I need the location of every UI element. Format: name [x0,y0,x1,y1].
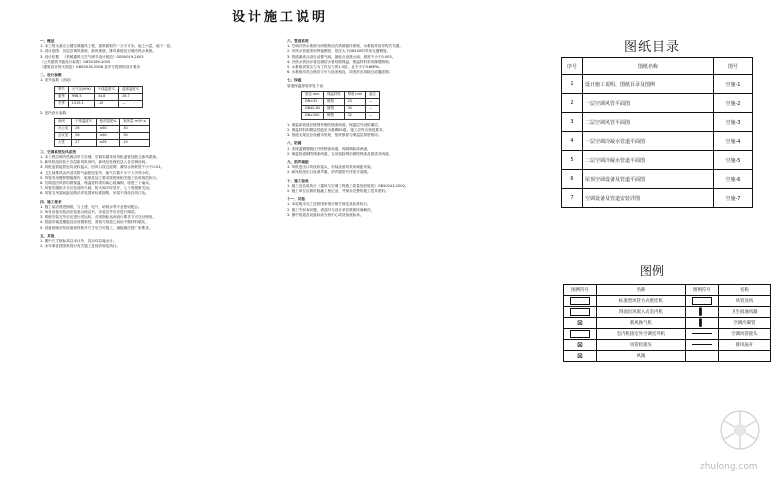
index-row [562,189,753,208]
index-drawing-name: 空调设备及管道安装详图 [583,189,714,208]
spec-line: 4. 管道穿墙及楼板处应设钢套管，套管与管道之间用不燃材料填实。 [40,220,149,225]
table-cell: 干球温度℃ [94,86,118,93]
table-cell: — [119,100,143,107]
legend-name [718,351,770,362]
table-row [55,125,150,132]
bar-symbol-icon: ▌ [699,318,705,327]
index-drawing-code: 空施-1 [714,75,753,94]
table-row [302,112,380,119]
table-cell: DN≤32 [302,98,324,105]
legend-table [563,284,771,362]
table-cell: 大气压(hPa) [68,86,94,93]
unit-symbol-icon [570,297,590,305]
outdoor-params-table [54,86,143,108]
spec-line: 6. 水系统冲洗合格后方可与设备相连，冲洗时应拆除过滤器滤网。 [287,70,393,75]
table-cell: 会议室 [55,132,72,139]
table-cell: 夏季 [55,93,69,100]
spec-heading: 十、施工验收 [287,178,309,183]
cross-symbol-icon: ⊠ [577,340,583,349]
legend-name: 标准型风管方式壁挂机 [597,296,686,307]
spec-line: 2. 保温材料的燃烧性能应为难燃B1级，施工应符合规范要求。 [287,128,387,133]
index-row [562,94,753,113]
legend-name: 四面出风嵌入式室内机 [597,307,686,318]
index-row [562,151,753,170]
table-row [55,132,150,139]
table-cell: 房间 [55,118,72,125]
legend-symbol [685,307,718,318]
legend-symbol [564,307,597,318]
legend-header-cell: 图例符号 [685,285,718,296]
spec-line: 2. 未尽事宜按国家现行有关施工及验收规范执行。 [40,244,121,249]
legend-name: 风阀 [597,351,686,362]
spec-line: 5. 水系统试验压力为工作压力的1.5倍，且不小于0.6MPa。 [287,65,383,70]
table-cell: 26 [72,125,96,132]
table-cell: 30 [344,105,365,112]
spec-line: 2. 施工单位应做好隐蔽工程记录，并保存完整的施工技术资料。 [287,189,389,194]
index-drawing-name: 一层空调冷凝水管道平面图 [583,132,714,151]
table-cell: 32 [344,112,365,119]
spec-line: 1. 室外参数（济南）： [40,78,77,83]
legend-name: 空调冷凝管 [718,318,770,329]
table-row [55,100,143,107]
indoor-params-table [54,118,150,147]
spec-heading: 六、管道系统 [287,39,309,43]
spec-heading: 八、防腐 [287,141,302,146]
watermark-text: zhulong.com [700,462,758,472]
spec-line: 3. 管道最高点设自动排气阀，最低点设泄水阀，坡度不小于0.003。 [287,54,396,59]
table-cell: ≤65 [96,139,120,146]
table-cell: 1019.1 [68,100,94,107]
table-row [302,91,380,98]
index-number: 5 [562,151,583,170]
legend-header-cell: 图例符号 [564,285,597,296]
legend-name: 卫生间通风器 [718,307,770,318]
spec-heading: 十一、其他 [287,197,305,202]
spec-line: 3. 图中管道及设备标高为管中心或设备底标高。 [287,212,364,217]
table-cell: 新风量 m³/h·p [120,118,149,125]
legend-name: 室内机接室外空调室外机 [597,329,686,340]
table-cell: 26.7 [119,93,143,100]
legend-symbol [685,318,718,329]
legend-name: 空调风管接头 [718,329,770,340]
index-drawing-code: 空施-3 [714,113,753,132]
spec-line: 2. 新风机组出口设消声器，消声器型号详见平面图。 [287,170,371,175]
table-cell: 湿球温度℃ [119,86,143,93]
spec-line: 1. 风机进出口均设软接头，吊装设备均采用减振吊架。 [287,165,375,170]
spec-line: 4. 冷热水供回水管及凝结水管均做保温，保温材料采用橡塑海绵。 [287,59,393,64]
index-row [562,75,753,94]
index-drawing-name: 一层空调风管平面图 [583,94,714,113]
table-cell: 干球温度℃ [72,118,96,125]
table-cell: 橡塑 [324,98,345,105]
spec-line: 2. 保温管道刷防锈漆两道，支吊架除锈后刷防锈漆及面漆各两道。 [287,151,393,156]
table-row [302,105,380,112]
spec-line: 3. 系统安装完毕后应进行试运转，各项指标达到设计要求方可交付使用。 [40,215,156,220]
bar-symbol-icon: ▌ [699,307,705,316]
spec-line: 2. 设计范围：各层空调风系统、新风系统、排风系统及空调冷热水系统。 [40,49,156,54]
spec-line: 2. 室内设计参数： [40,110,70,115]
cross-symbol-icon: ⊠ [577,351,583,360]
spec-column-2 [287,36,505,218]
spec-line: 1. 施工前应熟悉图纸，与土建、电气、给排水等专业密切配合。 [40,204,142,209]
table-cell: 冬季 [55,100,69,107]
index-number: 4 [562,132,583,151]
unit-symbol-icon [570,308,590,316]
index-number: 1 [562,75,583,94]
spec-line: 3. 管道支架处应设硬木垫块，垫块厚度与保温层厚度相同。 [287,133,382,138]
table-cell: 橡塑 [324,105,345,112]
index-row [562,132,753,151]
spec-line: 3. 设计依据：《采暖通风与空气调节设计规范》GB50019-2003 [40,54,144,59]
legend-row [564,329,771,340]
legend-symbol [685,340,718,351]
legend-symbol [685,296,718,307]
spec-heading: 五、其他 [40,233,55,238]
legend-row [564,318,771,329]
table-cell: ≤60 [96,132,120,139]
table-cell: — [366,98,380,105]
table-cell: 备注 [366,91,380,98]
table-row [55,86,143,93]
unit-symbol-icon [692,297,712,305]
index-drawing-name: 二层空调风管平面图 [583,113,714,132]
table-cell: 相对湿度% [96,118,120,125]
legend-name: 新风换气机 [597,318,686,329]
index-number: 2 [562,94,583,113]
spec-line: 1. 保温前管道应除锈并刷防锈漆两道，保温层外设防潮层。 [287,122,382,127]
watermark-flake-icon [718,408,762,452]
table-cell: 大堂 [55,139,72,146]
unit-symbol-icon [570,330,590,338]
table-row [55,139,150,146]
spec-line: 6. 空调送回风管均做保温，保温材料采用离心玻璃棉，厚度三十毫米。 [40,181,153,186]
legend-row [564,351,771,362]
table-cell: 保温材料 [324,91,345,98]
table-cell: 季节 [55,86,69,93]
spec-line: 1. 本工程为某办公楼空调通风工程，建筑面积约一万平方米，地上六层，地下一层。 [40,44,174,49]
index-header-cell: 序号 [562,58,583,75]
spec-line: 1. 图中尺寸除标高以米计外，其余均以毫米计。 [40,239,117,244]
spec-line: 8. 风管支吊架间距及做法详见国家标准图集，吊架不得设在风口处。 [40,191,149,196]
spec-heading: 七、保温 [287,78,302,83]
spec-heading: 三、空调系统及风系统 [40,149,76,154]
index-drawing-code: 空施-4 [714,132,753,151]
legend-name: 排风扇开 [718,340,770,351]
spec-line: 管道保温厚度详见下表： [287,83,327,88]
spec-line: 2. 新风机组吊装于各层新风机房内，新风经处理后送入各空调房间。 [40,160,149,165]
index-row [562,170,753,189]
spec-column-1 [40,36,245,249]
legend-name: 风管送风 [718,296,770,307]
spec-line: 2. 冷热水管道采用焊接钢管，管径大于DN100时采用无缝钢管。 [287,49,391,54]
table-cell: 26 [72,132,96,139]
legend-symbol [685,351,718,362]
index-drawing-code: 空施-5 [714,151,753,170]
index-drawing-name: 二层空调冷凝水管道平面图 [583,151,714,170]
spec-line: 1. 本说明未尽之处按国家现行相关规范及标准执行。 [287,202,371,207]
table-cell: 管径 mm [302,91,324,98]
legend-symbol [564,340,597,351]
legend-header-cell: 名称 [597,285,686,296]
index-number: 6 [562,170,583,189]
drawing-index-table [561,57,753,208]
legend-name: 风管软接头 [597,340,686,351]
index-drawing-code: 空施-6 [714,170,753,189]
table-cell: 橡塑 [324,112,345,119]
legend-symbol [564,351,597,362]
table-cell: 30 [120,125,149,132]
index-drawing-code: 空施-7 [714,189,753,208]
table-cell: DN≥100 [302,112,324,119]
line-symbol-icon [692,333,712,334]
index-number: 7 [562,189,583,208]
index-title: 图纸目录 [624,40,681,55]
spec-heading: 九、消声减振 [287,160,309,165]
table-cell: — [366,105,380,112]
index-header-cell: 图纸名称 [583,58,714,75]
spec-line: 5. 风管采用镀锌钢板制作，板厚及加工要求按国家相关施工验收规范执行。 [40,175,160,180]
legend-header-row [564,285,771,296]
spec-line: 3. 风机盘管接管处均设软接头，回风口设过滤网，凝结水管坡度不小于0.01。 [40,165,164,170]
legend-row [564,296,771,307]
table-cell: 27 [72,139,96,146]
index-header-row [562,58,753,75]
table-cell: 10 [120,139,149,146]
table-cell: 厚度 mm [344,91,365,98]
spec-line: 1. 本工程空调冷热源由甲方自理，空调末端采用风机盘管加独立新风系统。 [40,155,160,160]
spec-line: 2. 所有设备安装前应检查合格证书，安装完毕后应进行调试。 [40,210,139,215]
spec-line: 4. 卫生间排风由吊顶式排气扇排至室外，换气次数不小于十次每小时。 [40,170,153,175]
table-cell: ≤60 [96,125,120,132]
index-header-cell: 图号 [714,58,753,75]
spec-line: 1. 空调冷热水系统为两管制闭式机械循环系统，水系统采用异程式布置。 [287,44,403,49]
index-drawing-code: 空施-2 [714,94,753,113]
spec-line: 1. 施工及验收执行《通风与空调工程施工质量验收规范》GB50243-2002。 [287,183,409,188]
index-drawing-name: 屋顶空调设备及管道平面图 [583,170,714,189]
insulation-table [301,91,380,120]
spec-line: 7. 风管穿越防火分区处设防火阀，防火阀平时常开，七十度熔断关闭。 [40,186,153,191]
spec-line: 2. 施工中如有问题，请及时与设计单位联系协商解决。 [287,207,375,212]
table-cell: -10 [94,100,118,107]
table-row [302,98,380,105]
table-cell: 998.5 [68,93,94,100]
cross-symbol-icon: ⊠ [577,318,583,327]
spec-heading: 一、概述 [40,39,55,43]
spec-heading: 四、施工要求 [40,199,62,204]
table-cell: 25 [344,98,365,105]
spec-line: 1. 非保温钢管刷红丹防锈漆两道，再刷调和漆两道。 [287,146,371,151]
table-cell: 办公室 [55,125,72,132]
legend-symbol [685,329,718,340]
table-cell: 30 [120,132,149,139]
spec-line: 《建筑设计防火规范》GB50016-2006 及甲方提供的设计要求 [40,65,141,70]
index-row [562,113,753,132]
legend-symbol [564,318,597,329]
table-row [55,93,143,100]
table-cell: 34.8 [94,93,118,100]
index-drawing-name: 设计施工说明、图纸目录及图例 [583,75,714,94]
line-symbol-icon [692,344,712,345]
table-cell: DN40-80 [302,105,324,112]
table-cell: — [366,112,380,119]
legend-row [564,307,771,318]
spec-line: 《公共建筑节能设计标准》GB50189-2005 [40,59,111,64]
legend-row [564,340,771,351]
spec-heading: 二、设计参数 [40,73,62,78]
table-row [55,118,150,125]
legend-symbol [564,329,597,340]
spec-line: 5. 设备基础应待设备到货核对尺寸后方可施工，减振做法按厂家要求。 [40,225,153,230]
legend-header-cell: 名称 [718,285,770,296]
index-number: 3 [562,113,583,132]
legend-symbol [564,296,597,307]
legend-title: 图例 [640,264,665,278]
page-title: 设计施工说明 [232,10,329,25]
